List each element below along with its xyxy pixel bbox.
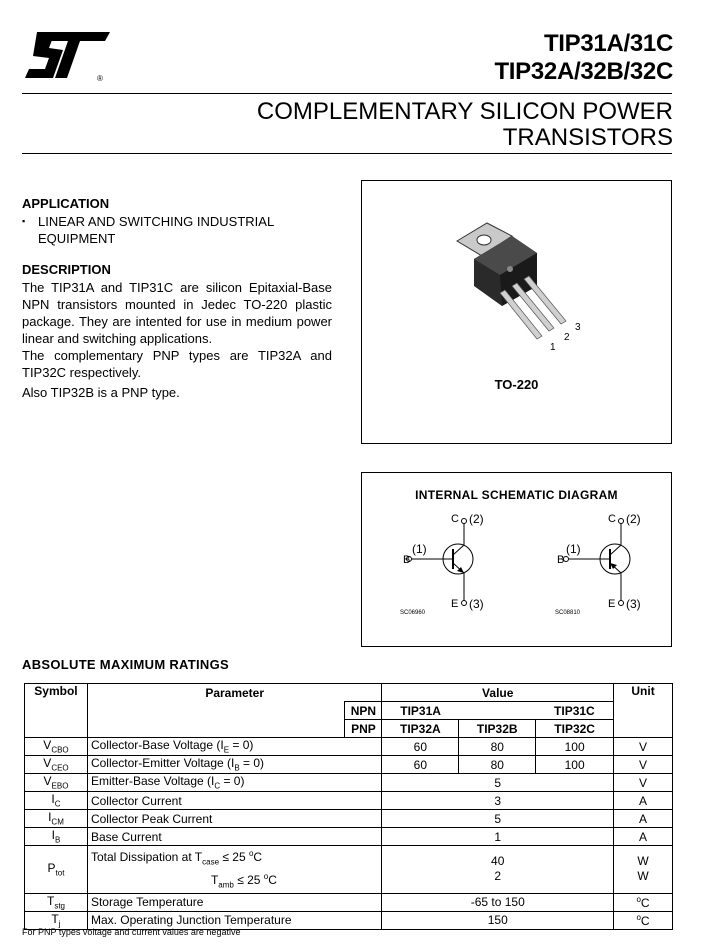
pin-label-1: 1 — [550, 342, 556, 353]
pnp-label: PNP — [345, 720, 382, 738]
table-row: $V_{CBO}$ Collector-Base Voltage $(I_E = 0)$ 60 80 100 V — [25, 738, 673, 756]
ratings-table — [24, 683, 673, 930]
npn-collector-pin: (2) — [469, 512, 484, 526]
table-row: $I_{CM}$ Collector Peak Current 5 A — [25, 810, 673, 828]
pnp-b: TIP32B — [459, 720, 536, 738]
col-parameter: Parameter — [87, 684, 381, 702]
description-paragraph: The TIP31A and TIP31C are silicon Epitaxial-Base NPN transistors mounted in Jedec TO-220 plastic package. They are intented for use in medium power linear and switching applications. — [22, 280, 332, 346]
npn-emitter-pin: (3) — [469, 597, 484, 611]
col-unit: Unit — [614, 684, 673, 738]
divider — [22, 153, 672, 154]
table-header-row — [25, 684, 673, 702]
npn-c: TIP31C — [536, 702, 614, 720]
part-title-pnp: TIP32A/32B/32C — [494, 58, 673, 85]
table-row: $I_B$ Base Current 1 A — [25, 828, 673, 846]
schematic-box — [361, 472, 672, 647]
schematic-title: INTERNAL SCHEMATIC DIAGRAM — [415, 488, 618, 502]
pnp-emitter-pin: (3) — [626, 597, 641, 611]
pnp-base-label: B — [557, 554, 565, 566]
subtitle-line2: TRANSISTORS — [502, 124, 673, 151]
npn-emitter-label: E — [451, 598, 459, 610]
registered-mark: ® — [97, 74, 103, 83]
npn-label: NPN — [345, 702, 382, 720]
schematic-code-right: SC08810 — [555, 610, 581, 616]
table-header-row — [25, 702, 673, 720]
col-symbol: Symbol — [25, 684, 88, 738]
table-row: $V_{CEO}$ Collector-Emitter Voltage $(I_B = 0)$ 60 80 100 V — [25, 756, 673, 774]
pnp-a: TIP32A — [382, 720, 459, 738]
table-row: $P_{tot}$ Total Dissipation at $T_{case} \le 25$ $^o$C $T_{amb} \le 25$ $^o$C 40 2 W W — [25, 846, 673, 894]
table-row: $I_C$ Collector Current 3 A — [25, 792, 673, 810]
npn-collector-label: C — [451, 513, 459, 525]
npn-base-label: B — [403, 554, 411, 566]
table-row: $V_{EBO}$ Emitter-Base Voltage $(I_C = 0)$ 5 V — [25, 774, 673, 792]
col-value: Value — [382, 684, 614, 702]
pnp-collector-label: C — [608, 513, 616, 525]
package-box — [361, 180, 672, 444]
application-item-line1: LINEAR AND SWITCHING INDUSTRIAL — [38, 214, 275, 229]
npn-base-pin: (1) — [412, 542, 427, 556]
pin-label-3: 3 — [575, 322, 581, 333]
ratings-heading: ABSOLUTE MAXIMUM RATINGS — [22, 657, 230, 672]
application-item-line2: EQUIPMENT — [38, 231, 116, 246]
pnp-collector-pin: (2) — [626, 512, 641, 526]
description-heading: DESCRIPTION — [22, 262, 111, 277]
table-row: $T_{stg}$ Storage Temperature -65 to 150 $^o$C — [25, 893, 673, 911]
pnp-emitter-label: E — [608, 598, 616, 610]
subtitle-line1: COMPLEMENTARY SILICON POWER — [256, 98, 673, 125]
bullet-icon: ▪ — [22, 216, 26, 226]
description-text — [22, 279, 332, 401]
part-title-npn: TIP31A/31C — [543, 30, 673, 57]
npn-a: TIP31A — [382, 702, 459, 720]
divider — [22, 93, 672, 94]
package-label: TO-220 — [494, 377, 539, 392]
pin-label-2: 2 — [564, 332, 570, 343]
schematic-code-left: SC06960 — [400, 610, 426, 616]
application-heading: APPLICATION — [22, 196, 110, 211]
pnp-c: TIP32C — [536, 720, 614, 738]
footnote: For PNP types voltage and current values are negative — [22, 927, 241, 937]
description-paragraph: The complementary PNP types are TIP32A and TIP32C respectively. — [22, 348, 332, 380]
table-row: $T_j$ Max. Operating Junction Temperature 150 $^o$C — [25, 911, 673, 929]
pnp-base-pin: (1) — [566, 542, 581, 556]
description-paragraph: Also TIP32B is a PNP type. — [22, 385, 180, 400]
